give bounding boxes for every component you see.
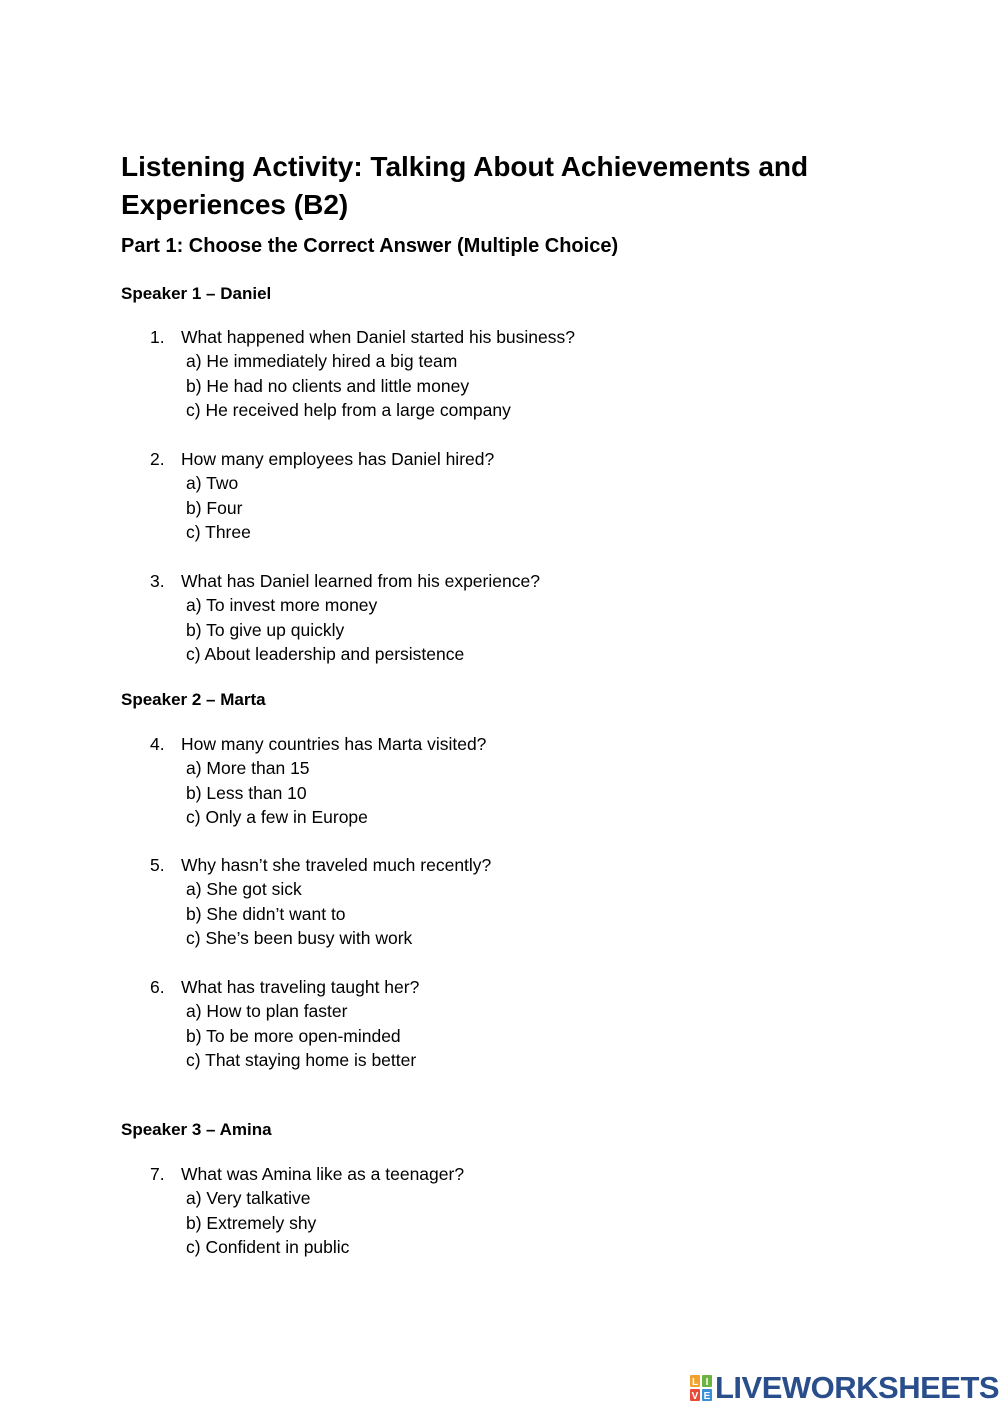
speaker-heading-daniel: Speaker 1 – Daniel: [121, 284, 272, 303]
option-a: a) She got sick: [186, 879, 302, 900]
question-5: [150, 853, 491, 951]
svg-text:V: V: [691, 1391, 699, 1401]
option-a: a) More than 15: [186, 758, 310, 779]
question-1: [150, 325, 575, 423]
question-number: 1.: [150, 327, 165, 347]
question-number: 2.: [150, 449, 165, 469]
option-c: c) That staying home is better: [186, 1050, 417, 1071]
question-text: How many employees has Daniel hired?: [181, 449, 495, 469]
option-c: c) Only a few in Europe: [186, 807, 368, 828]
option-a: a) Very talkative: [186, 1188, 311, 1209]
part-title: Part 1: Choose the Correct Answer (Multiple Choice): [121, 235, 619, 257]
option-b: b) To give up quickly: [186, 619, 345, 640]
question-number: 7.: [150, 1164, 165, 1184]
question-7: [150, 1162, 464, 1260]
logo-text: LIVEWORKSHEETS: [715, 1370, 999, 1405]
option-c: c) Confident in public: [186, 1237, 350, 1258]
option-b: b) She didn’t want to: [186, 903, 346, 924]
svg-text:I: I: [705, 1377, 709, 1388]
question-number: 4.: [150, 734, 165, 754]
option-a: a) How to plan faster: [186, 1001, 348, 1022]
question-text: What was Amina like as a teenager?: [181, 1164, 465, 1184]
question-6: [150, 975, 419, 1073]
option-b: b) He had no clients and little money: [186, 375, 470, 396]
svg-text:L: L: [691, 1377, 699, 1388]
option-c: c) She’s been busy with work: [186, 928, 413, 949]
liveworksheets-mark-icon: [690, 1375, 712, 1401]
question-3: [150, 569, 540, 667]
option-b: b) Extremely shy: [186, 1212, 317, 1233]
question-text: What has Daniel learned from his experience?: [181, 571, 540, 591]
option-b: b) Four: [186, 497, 243, 518]
option-c: c) He received help from a large company: [186, 400, 511, 421]
question-text: How many countries has Marta visited?: [181, 734, 487, 754]
page-title: Listening Activity: Talking About Achievements and Experiences (B2): [121, 151, 809, 220]
question-4: [150, 732, 486, 830]
option-a: a) To invest more money: [186, 595, 378, 616]
speaker-heading-marta: Speaker 2 – Marta: [121, 690, 266, 709]
speaker-heading-amina: Speaker 3 – Amina: [121, 1120, 272, 1139]
question-number: 5.: [150, 855, 165, 875]
option-c: c) About leadership and persistence: [186, 644, 465, 665]
svg-text:E: E: [703, 1391, 711, 1401]
question-number: 3.: [150, 571, 165, 591]
option-a: a) He immediately hired a big team: [186, 351, 458, 372]
question-number: 6.: [150, 977, 165, 997]
question-text: Why hasn’t she traveled much recently?: [181, 855, 492, 875]
option-a: a) Two: [186, 473, 239, 494]
question-2: [150, 447, 494, 545]
question-text: What has traveling taught her?: [181, 977, 420, 997]
question-text: What happened when Daniel started his business?: [181, 327, 575, 347]
liveworksheets-logo: [690, 1372, 999, 1404]
option-c: c) Three: [186, 522, 251, 543]
option-b: b) To be more open-minded: [186, 1025, 401, 1046]
option-b: b) Less than 10: [186, 782, 307, 803]
